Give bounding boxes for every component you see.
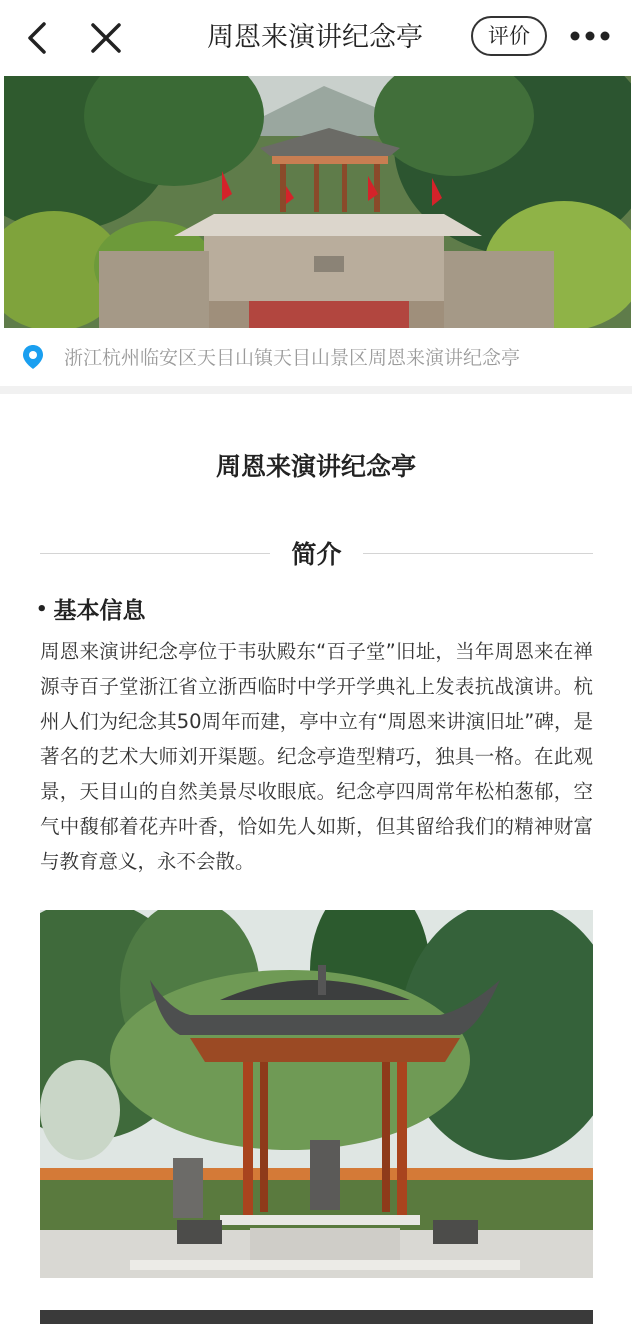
back-icon[interactable] bbox=[18, 18, 58, 58]
nav-bar bbox=[0, 0, 632, 76]
hero-photo[interactable] bbox=[4, 76, 631, 328]
article-title: 周恩来演讲纪念亭 bbox=[215, 452, 416, 481]
section-title: 简介 bbox=[291, 540, 342, 569]
location-pin-icon bbox=[22, 344, 44, 370]
body-paragraph: 周恩来演讲纪念亭位于韦驮殿东“百子堂”旧址，当年周恩来在禅源寺百子堂浙江省立浙西临时中学开学典礼上发表抗战演讲。杭州人们为纪念其50周年而建，亭中立有“周恩来讲演旧址”碑，是著名的艺术大师刘开渠题。纪念亭造型精巧，独具一格。在此观景，天目山的自然美景尽收眼底。纪念亭四周常年松柏葱郁，空气中馥郁着花卉叶香，恰如先人如斯，但其留给我们的精神财富与教育意义，永不会散。 bbox=[40, 640, 593, 873]
close-icon[interactable] bbox=[86, 18, 126, 58]
subheading-text: 基本信息 bbox=[53, 598, 146, 624]
location-row[interactable] bbox=[0, 328, 632, 386]
bullet: • bbox=[36, 599, 48, 620]
pavilion-illustration bbox=[40, 910, 593, 1278]
page-title: 周恩来演讲纪念亭 bbox=[207, 22, 423, 53]
divider-line bbox=[363, 553, 593, 554]
review-button[interactable]: 评价 bbox=[471, 16, 547, 56]
divider-line bbox=[40, 553, 270, 554]
location-address: 浙江杭州临安区天目山镇天目山景区周恩来演讲纪念亭 bbox=[64, 347, 521, 369]
section-divider bbox=[0, 386, 632, 394]
subheading bbox=[36, 592, 146, 625]
pavilion-photo[interactable] bbox=[40, 910, 593, 1278]
next-photo[interactable] bbox=[40, 1310, 593, 1324]
section-header bbox=[40, 533, 593, 573]
memorial-pavilion-illustration bbox=[4, 76, 631, 328]
more-icon[interactable] bbox=[568, 28, 612, 44]
